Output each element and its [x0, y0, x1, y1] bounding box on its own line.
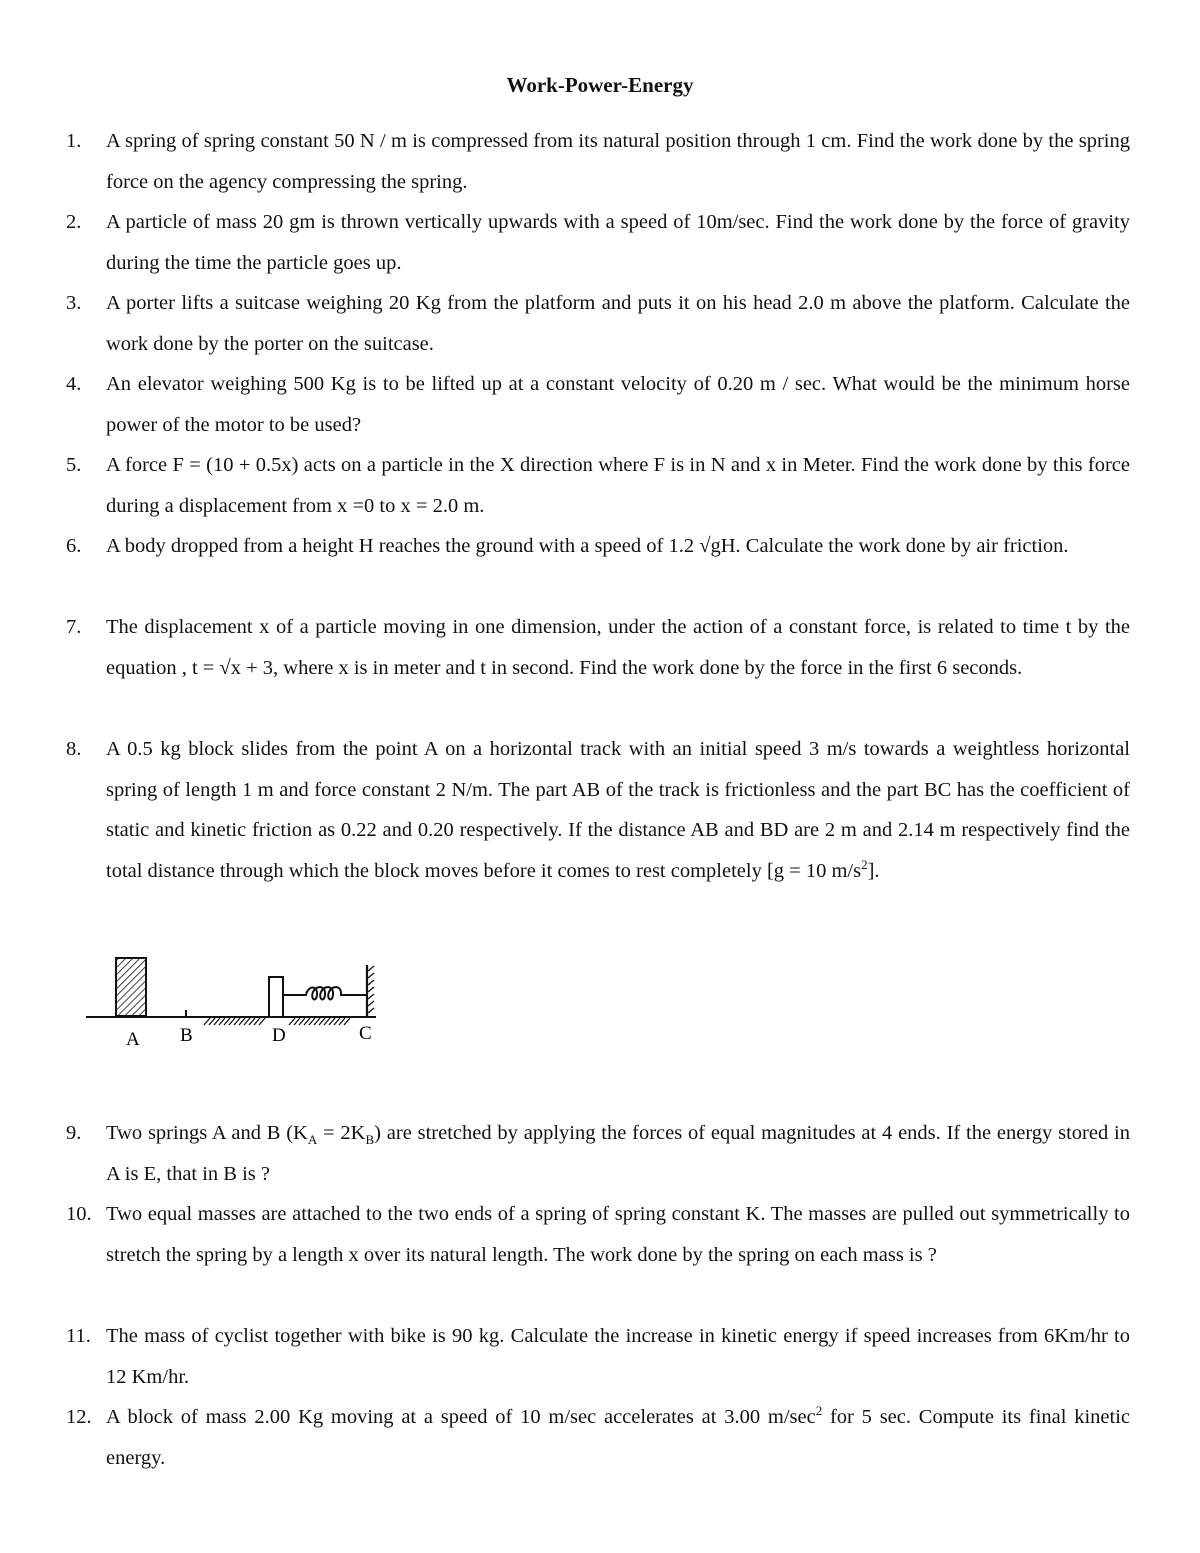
question-text: Two equal masses are attached to the two ends of a spring of spring constant K. The masses are pulled out symmetrically to stretch the spring by a length x over its natural length. The work done by the spring on each mass is ? — [106, 1203, 1130, 1266]
question-text-main: A 0.5 kg block slides from the point A on a horizontal track with an initial speed 3 m/s towards a weightless horizontal spring of length 1 m and force constant 2 N/m. The part AB of the track is frictionless and the part BC has the coefficient of static and kinetic friction as 0.22 and 0.20 respectively. If the distance AB and BD are 2 m and 2.14 m respectively find the total distance through which the block moves before it comes to rest completely [g = 10 m/s — [106, 738, 1130, 882]
question-number: 3. — [66, 292, 82, 314]
question-number: 11. — [66, 1325, 91, 1347]
question-9 — [66, 1113, 1130, 1194]
label-d: D — [272, 1025, 286, 1046]
question-3 — [66, 283, 1130, 364]
question-number: 10. — [66, 1203, 92, 1225]
question-text-b: = 2K — [317, 1122, 366, 1144]
question-4 — [66, 364, 1130, 445]
superscript: 2 — [861, 856, 868, 872]
question-text: A particle of mass 20 gm is thrown vertically upwards with a speed of 10m/sec. Find the work done by the force of gravity during the time the particle goes up. — [106, 211, 1130, 274]
question-text: A force F = (10 + 0.5x) acts on a particle in the X direction where F is in N and x in Meter. Find the work done by this force during a displacement from x =0 to x = 2.0 m. — [106, 454, 1130, 517]
superscript: 2 — [815, 1403, 823, 1419]
question-10 — [66, 1194, 1130, 1275]
question-number: 9. — [66, 1122, 82, 1144]
question-text — [106, 729, 1130, 891]
question-number: 5. — [66, 454, 82, 476]
question-number: 7. — [66, 616, 82, 638]
spring-coil — [283, 987, 366, 999]
subscript-a: A — [307, 1132, 318, 1148]
question-11 — [66, 1316, 1130, 1397]
block-a — [116, 958, 146, 1016]
label-a: A — [126, 1029, 140, 1050]
question-text: The mass of cyclist together with bike is 90 kg. Calculate the increase in kinetic energy if speed increases from 6Km/hr to 12 Km/hr. — [106, 1325, 1130, 1388]
question-6 — [66, 526, 1130, 567]
question-text: The displacement x of a particle moving in one dimension, under the action of a constant force, is related to time t by the equation , t = √x + 3, where x is in meter and t in second. Find the work done by the force in the first 6 seconds. — [106, 616, 1130, 679]
question-text-main: A block of mass 2.00 Kg moving at a speed of 10 m/sec accelerates at 3.00 m/sec — [106, 1406, 816, 1428]
page-title: Work-Power-Energy — [506, 73, 694, 97]
label-c: C — [359, 1023, 372, 1044]
question-12 — [66, 1397, 1130, 1478]
question-text-c: ) are stretched by applying the forces of equal magnitudes at 4 ends. If the energy stored in A is E, that in B is ? — [106, 1122, 1130, 1185]
subscript-b: B — [365, 1132, 375, 1148]
question-text — [106, 1397, 1130, 1478]
wall-hatch — [368, 966, 374, 1013]
friction-hatch — [204, 1018, 350, 1025]
question-7 — [66, 607, 1130, 688]
question-number: 8. — [66, 738, 82, 760]
question-text: A spring of spring constant 50 N / m is compressed from its natural position through 1 cm. Find the work done by the spring force on the agency compressing the spring. — [106, 130, 1130, 193]
spring-plate — [269, 977, 283, 1017]
question-number: 2. — [66, 211, 82, 233]
question-text: A body dropped from a height H reaches the ground with a speed of 1.2 √gH. Calculate the work done by air friction. — [106, 535, 1069, 557]
question-text-tail: ]. — [867, 859, 880, 882]
question-text — [106, 1113, 1130, 1194]
spring-track-diagram — [86, 955, 386, 1050]
question-2 — [66, 202, 1130, 283]
label-b: B — [180, 1025, 193, 1046]
question-text: A porter lifts a suitcase weighing 20 Kg from the platform and puts it on his head 2.0 m above the platform. Calculate the work done by the porter on the suitcase. — [106, 292, 1130, 355]
question-text: An elevator weighing 500 Kg is to be lifted up at a constant velocity of 0.20 m / sec. What would be the minimum horse power of the motor to be used? — [106, 373, 1130, 436]
question-8 — [66, 729, 1130, 891]
question-number: 12. — [66, 1406, 92, 1428]
question-number: 4. — [66, 373, 82, 395]
question-text-a: Two springs A and B (K — [106, 1122, 308, 1144]
question-5 — [66, 445, 1130, 526]
question-text-tail: for 5 sec. Compute its final kinetic energy. — [106, 1406, 1131, 1469]
question-number: 6. — [66, 535, 82, 557]
question-1 — [66, 121, 1130, 202]
question-number: 1. — [66, 130, 82, 152]
